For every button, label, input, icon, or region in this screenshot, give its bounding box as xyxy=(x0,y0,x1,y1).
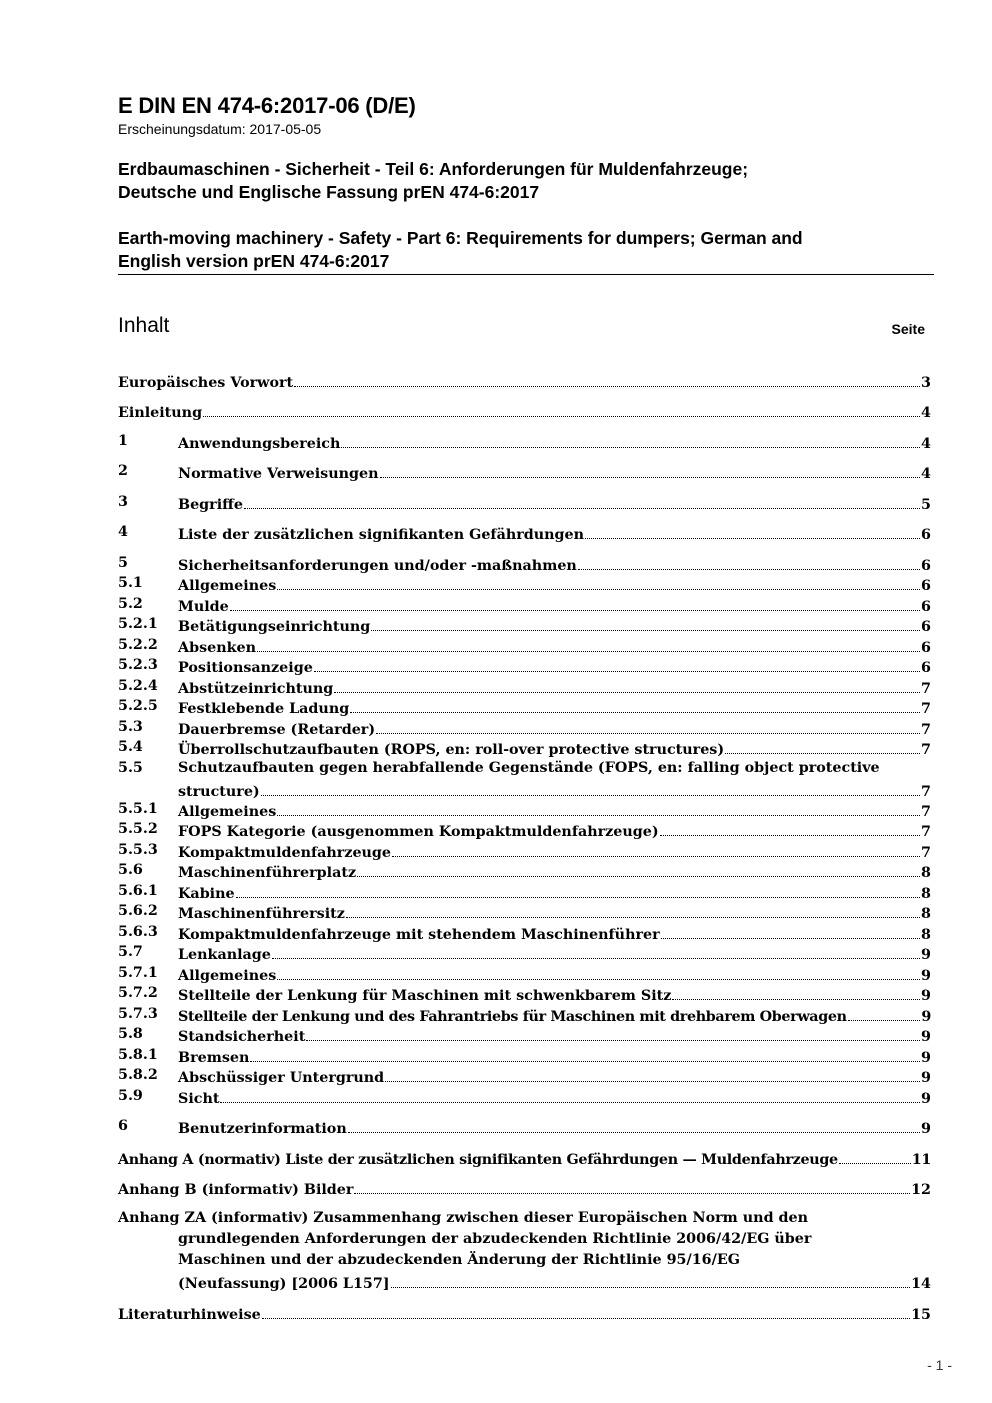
toc-entry[interactable] xyxy=(118,637,931,658)
toc-entry-title: Literaturhinweise xyxy=(118,1307,261,1323)
toc-leader-dots xyxy=(250,1047,920,1062)
toc-leader-dots xyxy=(230,596,920,611)
toc-leader-dots xyxy=(346,903,920,918)
toc-entry-title: Sicht xyxy=(178,1091,220,1107)
toc-entry-page: 11 xyxy=(911,1152,931,1168)
toc-entry[interactable] xyxy=(118,965,931,986)
toc-entry-title: Positionsanzeige xyxy=(178,660,313,676)
toc-entry[interactable] xyxy=(118,575,931,596)
toc-entry-page: 7 xyxy=(921,681,931,697)
toc-entry[interactable] xyxy=(118,739,931,760)
toc-entry-page: 15 xyxy=(911,1307,931,1323)
toc-entry[interactable] xyxy=(118,555,931,576)
toc-entry[interactable] xyxy=(118,402,931,423)
toc-entry-title: Maschinenführersitz xyxy=(178,906,345,922)
toc-entry-page: 12 xyxy=(911,1182,931,1198)
toc-entry[interactable] xyxy=(118,944,931,965)
toc-entry-title: Überrollschutzaufbauten (ROPS, en: roll-over protective structures) xyxy=(178,742,725,758)
toc-entry-number: 5.5.1 xyxy=(118,801,158,817)
toc-leader-dots xyxy=(354,1179,910,1194)
toc-leader-dots xyxy=(357,862,920,877)
toc-entry-page: 5 xyxy=(921,497,931,513)
toc-entry-number: 5 xyxy=(118,555,128,571)
toc-entry[interactable] xyxy=(118,801,931,822)
toc-entry[interactable] xyxy=(118,1210,931,1294)
toc-entry-page: 7 xyxy=(921,701,931,717)
toc-leader-dots xyxy=(341,433,920,448)
toc-leader-dots xyxy=(236,883,920,898)
toc-entry-number: 5.8.1 xyxy=(118,1047,158,1063)
toc-entry-page: 9 xyxy=(921,1121,931,1137)
toc-entry-number: 5.2.5 xyxy=(118,698,158,714)
toc-entry-title: Festklebende Ladung xyxy=(178,701,350,717)
toc-entry-title: Normative Verweisungen xyxy=(178,466,379,482)
subtitle-english-line-2: English version prEN 474-6:2017 xyxy=(118,251,390,271)
toc-leader-dots xyxy=(350,698,920,713)
toc-heading: Inhalt xyxy=(118,314,170,337)
toc-entry-number: 2 xyxy=(118,463,128,479)
toc-entry-page: 9 xyxy=(921,968,931,984)
toc-leader-dots xyxy=(839,1149,911,1164)
toc-entry[interactable] xyxy=(118,372,931,393)
toc-entry[interactable] xyxy=(118,463,931,484)
toc-entry[interactable] xyxy=(118,1118,931,1139)
toc-leader-dots xyxy=(371,616,920,631)
toc-entry-page: 9 xyxy=(921,1070,931,1086)
toc-leader-dots xyxy=(391,1273,911,1288)
toc-entry-title: Benutzerinformation xyxy=(178,1121,347,1137)
toc-leader-dots xyxy=(257,637,920,652)
toc-leader-dots xyxy=(262,1304,910,1319)
toc-entry-page: 9 xyxy=(921,947,931,963)
toc-entry-title: Europäisches Vorwort xyxy=(118,375,294,391)
toc-leader-dots xyxy=(672,985,920,1000)
toc-entry-page: 9 xyxy=(921,1029,931,1045)
toc-entry-number: 5.2.4 xyxy=(118,678,158,694)
toc-entry-number: 5.1 xyxy=(118,575,143,591)
toc-leader-dots xyxy=(294,372,920,387)
toc-entry-title: Kompaktmuldenfahrzeuge mit stehendem Maschinenführer xyxy=(178,927,660,943)
toc-entry-number: 3 xyxy=(118,494,128,510)
toc-leader-dots xyxy=(272,944,920,959)
toc-entry-number: 5.2 xyxy=(118,596,143,612)
toc-entry-page: 7 xyxy=(921,845,931,861)
toc-entry[interactable] xyxy=(118,657,931,678)
toc-entry-title: Allgemeines xyxy=(178,578,277,594)
toc-entry[interactable] xyxy=(118,719,931,740)
toc-entry-page: 4 xyxy=(921,436,931,452)
toc-entry-title: FOPS Kategorie (ausgenommen Kompaktmuldenfahrzeuge) xyxy=(178,824,659,840)
toc-entry[interactable] xyxy=(118,1149,931,1170)
toc-entry-number: 5.2.1 xyxy=(118,616,158,632)
toc-leader-dots xyxy=(392,842,920,857)
toc-leader-dots xyxy=(261,781,920,796)
toc-entry[interactable] xyxy=(118,862,931,883)
toc-entry-title: structure) xyxy=(178,784,260,800)
subtitle-german-line-1: Erdbaumaschinen - Sicherheit - Teil 6: Anforderungen für Muldenfahrzeuge; xyxy=(118,159,749,179)
toc-entry-title: Begriffe xyxy=(178,497,243,513)
toc-entry-title-line-1: Schutzaufbauten gegen herabfallende Gegenstände (FOPS, en: falling object protective xyxy=(178,760,880,776)
toc-leader-dots xyxy=(578,555,920,570)
toc-entry-number: 6 xyxy=(118,1118,128,1134)
toc-entry-page: 7 xyxy=(921,722,931,738)
publication-date: Erscheinungsdatum: 2017-05-05 xyxy=(118,121,322,137)
toc-entry-title: Kabine xyxy=(178,886,235,902)
toc-entry-title-line-3: Maschinen und der abzudeckenden Änderung der Richtlinie 95/16/EG xyxy=(178,1252,740,1268)
toc-entry[interactable] xyxy=(118,1047,931,1068)
toc-entry[interactable] xyxy=(118,1006,931,1027)
toc-entry-page: 8 xyxy=(921,865,931,881)
toc-entry-page: 14 xyxy=(911,1276,931,1292)
document-title: E DIN EN 474-6:2017-06 (D/E) xyxy=(118,93,416,118)
toc-entry-title: Betätigungseinrichtung xyxy=(178,619,371,635)
toc-entry[interactable] xyxy=(118,760,931,802)
toc-entry[interactable] xyxy=(118,985,931,1006)
toc-entry-page: 6 xyxy=(921,619,931,635)
toc-leader-dots xyxy=(380,463,921,478)
toc-entry-title: Allgemeines xyxy=(178,968,277,984)
toc-entry-number: 5.6.3 xyxy=(118,924,158,940)
toc-entry-title: Kompaktmuldenfahrzeuge xyxy=(178,845,392,861)
toc-entry-page: 6 xyxy=(921,527,931,543)
subtitle-english-line-1: Earth-moving machinery - Safety - Part 6: Requirements for dumpers; German and xyxy=(118,228,803,248)
toc-entry-title-line-1: Anhang ZA (informativ) Zusammenhang zwischen dieser Europäischen Norm und den xyxy=(118,1210,809,1226)
toc-leader-dots xyxy=(385,1067,920,1082)
toc-leader-dots xyxy=(848,1006,921,1021)
toc-entry-number: 5.8.2 xyxy=(118,1067,158,1083)
toc-entry-title-line-2: grundlegenden Anforderungen der abzudeckenden Richtlinie 2006/42/EG über xyxy=(178,1231,812,1247)
toc-entry-page: 9 xyxy=(921,1009,931,1025)
toc-entry[interactable] xyxy=(118,698,931,719)
toc-entry-title: Stellteile der Lenkung und des Fahrantriebs für Maschinen mit drehbarem Oberwagen xyxy=(178,1009,847,1025)
toc-entry-title: Sicherheitsanforderungen und/oder -maßnahmen xyxy=(178,558,577,574)
toc-entry-number: 5.3 xyxy=(118,719,143,735)
toc-leader-dots xyxy=(203,402,920,417)
toc-leader-dots xyxy=(220,1088,920,1103)
toc-entry-number: 5.2.2 xyxy=(118,637,158,653)
toc-leader-dots xyxy=(277,801,920,816)
toc-entry-title: Liste der zusätzlichen signifikanten Gefährdungen xyxy=(178,527,585,543)
toc-entry-page: 6 xyxy=(921,578,931,594)
toc-entry-page: 7 xyxy=(921,742,931,758)
toc-entry-page: 9 xyxy=(921,1050,931,1066)
toc-entry-page: 4 xyxy=(921,405,931,421)
toc-entry[interactable] xyxy=(118,842,931,863)
toc-entry-title: Stellteile der Lenkung für Maschinen mit schwenkbarem Sitz xyxy=(178,988,672,1004)
toc-entry-number: 1 xyxy=(118,433,128,449)
toc-leader-dots xyxy=(314,657,920,672)
toc-entry-title: Absenken xyxy=(178,640,257,656)
toc-entry[interactable] xyxy=(118,903,931,924)
toc-entry-page: 8 xyxy=(921,927,931,943)
toc-entry-number: 5.2.3 xyxy=(118,657,158,673)
toc-entry[interactable] xyxy=(118,678,931,699)
toc-entry[interactable] xyxy=(118,883,931,904)
toc-entry[interactable] xyxy=(118,524,931,545)
toc-entry[interactable] xyxy=(118,1067,931,1088)
toc-entry-page: 4 xyxy=(921,466,931,482)
toc-entry-title: Abstützeinrichtung xyxy=(178,681,334,697)
subtitle-german-line-2: Deutsche und Englische Fassung prEN 474-6:2017 xyxy=(118,182,540,202)
toc-page-column-label: Seite xyxy=(891,321,925,337)
toc-entry-page: 8 xyxy=(921,886,931,902)
toc-entry-number: 5.5 xyxy=(118,760,143,776)
toc-entry-page: 6 xyxy=(921,640,931,656)
toc-leader-dots xyxy=(725,739,920,754)
toc-entry-page: 9 xyxy=(921,988,931,1004)
toc-entry-number: 5.6.1 xyxy=(118,883,158,899)
toc-entry[interactable] xyxy=(118,821,931,842)
toc-entry-page: 6 xyxy=(921,558,931,574)
toc-entry-page: 9 xyxy=(921,1091,931,1107)
toc-entry-number: 5.7.3 xyxy=(118,1006,158,1022)
toc-leader-dots xyxy=(661,924,920,939)
toc-entry-page: 3 xyxy=(921,375,931,391)
toc-entry[interactable] xyxy=(118,433,931,454)
toc-entry[interactable] xyxy=(118,1304,931,1325)
toc-entry[interactable] xyxy=(118,1026,931,1047)
toc-entry[interactable] xyxy=(118,494,931,515)
toc-leader-dots xyxy=(585,524,920,539)
toc-leader-dots xyxy=(348,1118,920,1133)
toc-entry-number: 5.6 xyxy=(118,862,143,878)
toc-leader-dots xyxy=(277,965,920,980)
toc-entry-page: 6 xyxy=(921,599,931,615)
toc-entry-number: 5.5.3 xyxy=(118,842,158,858)
toc-entry-page: 8 xyxy=(921,906,931,922)
page-number: - 1 - xyxy=(927,1357,952,1373)
toc-leader-dots xyxy=(244,494,920,509)
toc-entry-number: 5.7.1 xyxy=(118,965,158,981)
toc-entry-number: 5.7.2 xyxy=(118,985,158,1001)
toc-entry-number: 5.9 xyxy=(118,1088,143,1104)
toc-entry-title: Standsicherheit xyxy=(178,1029,306,1045)
toc-entry[interactable] xyxy=(118,596,931,617)
toc-leader-dots xyxy=(306,1026,920,1041)
toc-entry-title: Allgemeines xyxy=(178,804,277,820)
toc-entry[interactable] xyxy=(118,1088,931,1109)
toc-leader-dots xyxy=(376,719,920,734)
toc-entry-page: 7 xyxy=(921,784,931,800)
toc-entry-title: Anhang A (normativ) Liste der zusätzlichen signifikanten Gefährdungen — Muldenfahrzeuge xyxy=(118,1152,838,1168)
toc-leader-dots xyxy=(660,821,920,836)
toc-entry-number: 5.7 xyxy=(118,944,143,960)
toc-entry-page: 6 xyxy=(921,660,931,676)
toc-entry-number: 5.4 xyxy=(118,739,143,755)
toc-entry-number: 5.6.2 xyxy=(118,903,158,919)
toc-entry-number: 5.5.2 xyxy=(118,821,158,837)
toc-entry-page: 7 xyxy=(921,824,931,840)
toc-leader-dots xyxy=(334,678,920,693)
toc-entry-title: Maschinenführerplatz xyxy=(178,865,357,881)
toc-entry-number: 5.8 xyxy=(118,1026,143,1042)
toc-entry-page: 7 xyxy=(921,804,931,820)
toc-entry[interactable] xyxy=(118,1179,931,1200)
toc-entry-number: 4 xyxy=(118,524,128,540)
toc-leader-dots xyxy=(277,575,920,590)
toc-entry-title: Abschüssiger Untergrund xyxy=(178,1070,385,1086)
toc-entry[interactable] xyxy=(118,616,931,637)
toc-entry-title: (Neufassung) [2006 L157] xyxy=(178,1276,390,1292)
toc-entry-title: Anwendungsbereich xyxy=(178,436,341,452)
toc-entry[interactable] xyxy=(118,924,931,945)
toc-entry-title: Anhang B (informativ) Bilder xyxy=(118,1182,354,1198)
toc-entry-title: Lenkanlage xyxy=(178,947,271,963)
toc-entry-title: Dauerbremse (Retarder) xyxy=(178,722,376,738)
toc-entry-title: Einleitung xyxy=(118,405,203,421)
toc-entry-title: Bremsen xyxy=(178,1050,250,1066)
toc-entry-title: Mulde xyxy=(178,599,229,615)
